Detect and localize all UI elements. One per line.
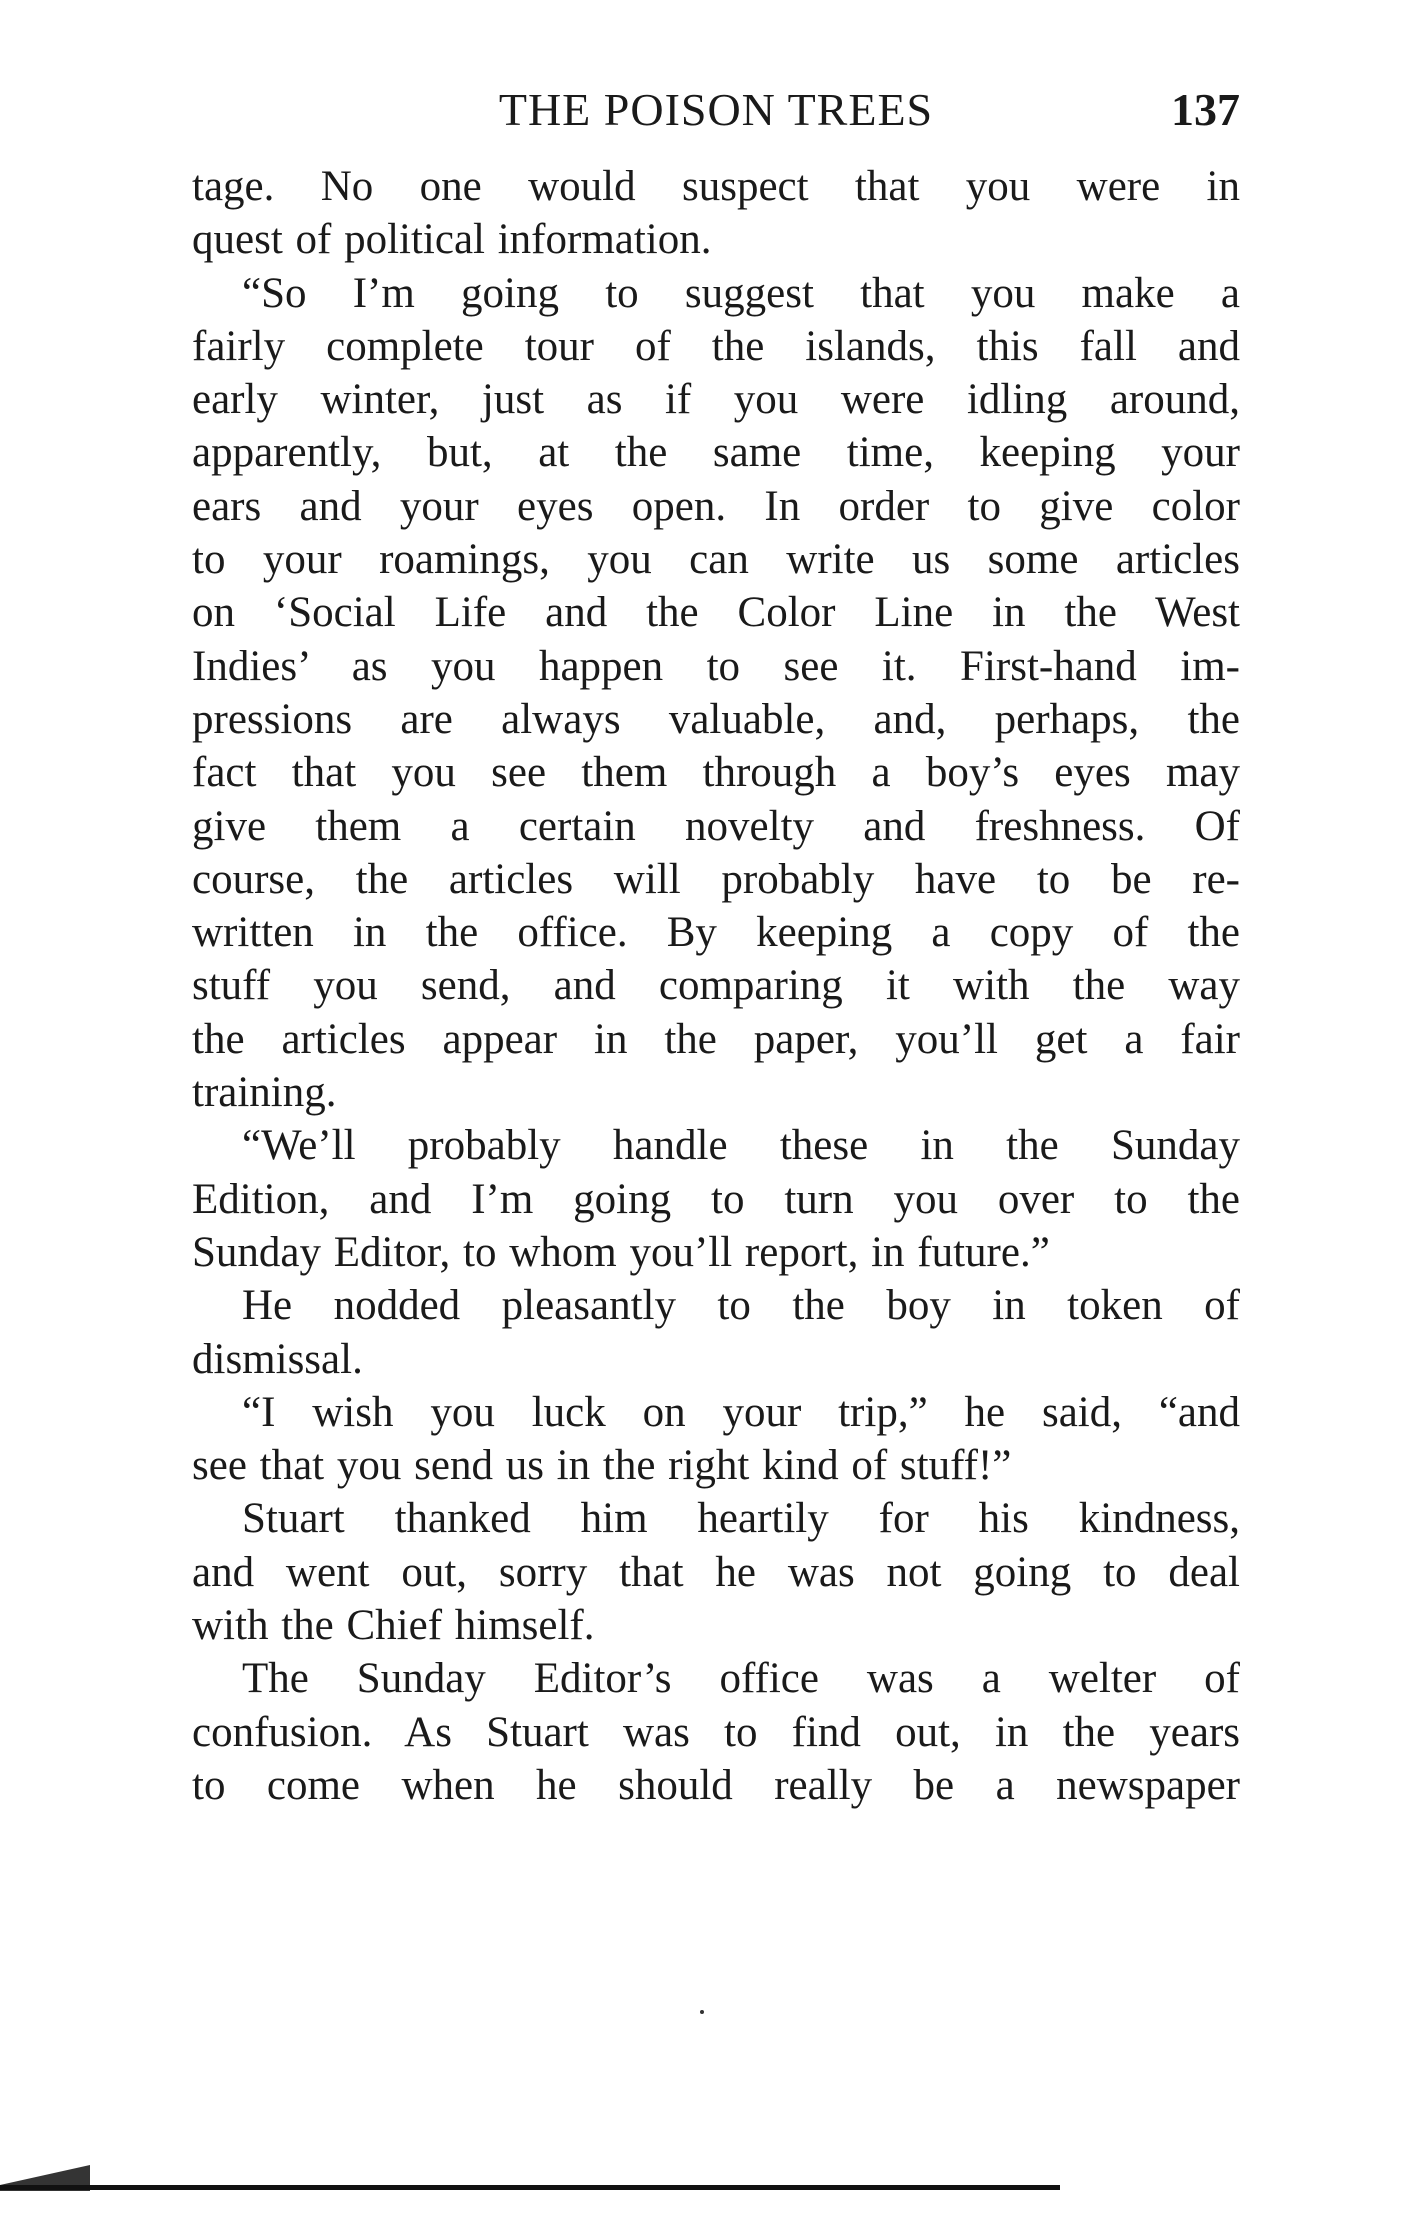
- text-line: confusion. As Stuart was to find out, in the years: [192, 1708, 1240, 1756]
- text-line: the articles appear in the paper, you’ll get a fair: [192, 1015, 1240, 1063]
- text-line: dismissal.: [192, 1335, 363, 1383]
- text-line: pressions are always valuable, and, perhaps, the: [192, 695, 1240, 743]
- text-line: He nodded pleasantly to the boy in token of: [242, 1282, 1240, 1330]
- scan-edge-rule: [0, 2185, 1060, 2190]
- ink-speck: [700, 2010, 704, 2014]
- text-line: and went out, sorry that he was not going to deal: [192, 1548, 1240, 1596]
- text-line: to come when he should really be a newspaper: [192, 1761, 1240, 1809]
- running-title: THE POISON TREES: [498, 84, 934, 135]
- text-line: fact that you see them through a boy’s eyes may: [192, 749, 1240, 797]
- text-line: see that you send us in the right kind of stuff!”: [192, 1442, 1012, 1490]
- text-line: quest of political information.: [192, 216, 712, 264]
- text-line: “I wish you luck on your trip,” he said, “and: [242, 1388, 1240, 1436]
- text-line: “So I’m going to suggest that you make a: [242, 269, 1240, 317]
- running-head: [192, 80, 1240, 140]
- text-line: The Sunday Editor’s office was a welter of: [242, 1655, 1240, 1703]
- text-line: stuff you send, and comparing it with the way: [192, 962, 1240, 1010]
- text-line: Edition, and I’m going to turn you over to the: [192, 1175, 1240, 1223]
- text-line: early winter, just as if you were idling around,: [192, 376, 1240, 424]
- text-line: Sunday Editor, to whom you’ll report, in future.”: [192, 1228, 1050, 1276]
- text-line: apparently, but, at the same time, keeping your: [192, 429, 1240, 477]
- text-line: tage. No one would suspect that you were in: [192, 163, 1240, 210]
- text-line: written in the office. By keeping a copy of the: [192, 909, 1240, 957]
- text-line: on ‘Social Life and the Color Line in the West: [192, 589, 1240, 637]
- text-line: training.: [192, 1069, 337, 1117]
- text-line: give them a certain novelty and freshness. Of: [192, 802, 1240, 850]
- text-line: ears and your eyes open. In order to give color: [192, 482, 1240, 530]
- text-line: with the Chief himself.: [192, 1602, 595, 1650]
- text-line: Stuart thanked him heartily for his kindness,: [242, 1495, 1240, 1543]
- text-line: “We’ll probably handle these in the Sunday: [242, 1122, 1240, 1170]
- text-line: to your roamings, you can write us some articles: [192, 536, 1240, 584]
- text-line: course, the articles will probably have to be re-: [192, 855, 1240, 903]
- page-number: 137: [1171, 84, 1240, 135]
- text-line: Indies’ as you happen to see it. First-hand im-: [192, 642, 1240, 690]
- text-line: fairly complete tour of the islands, this fall and: [192, 322, 1240, 370]
- body-text: [192, 160, 1240, 1812]
